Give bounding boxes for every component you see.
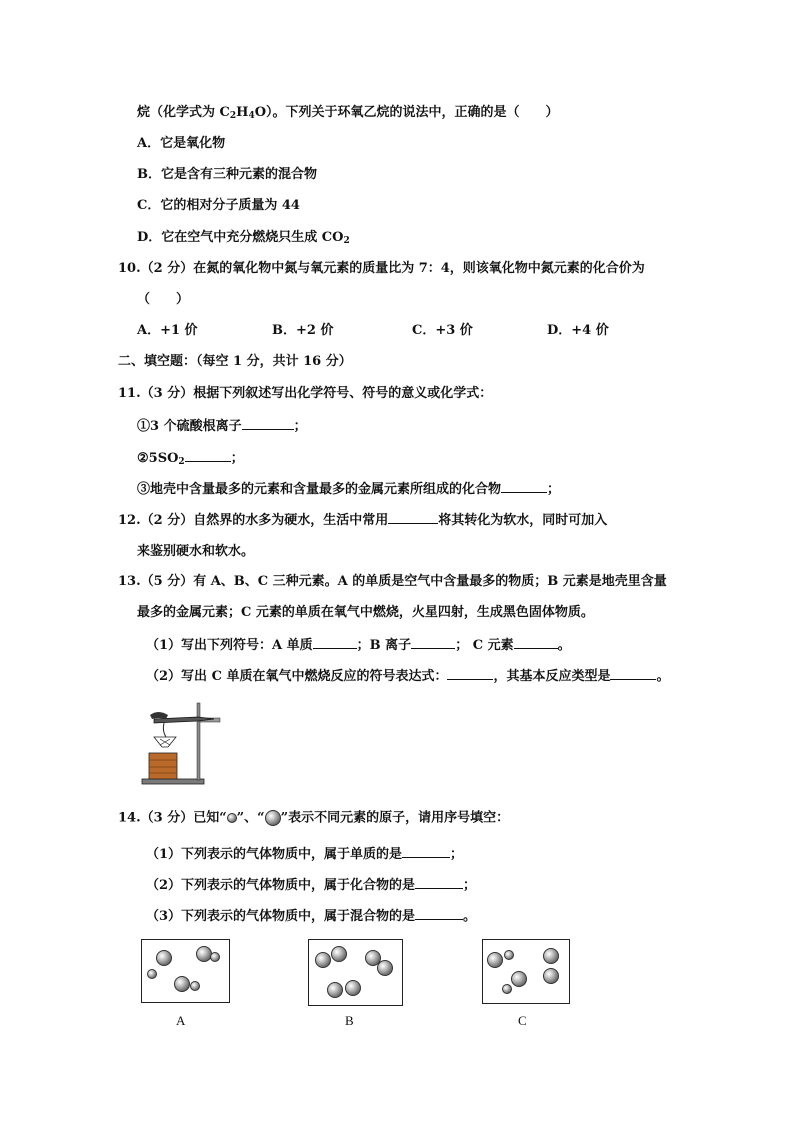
answer-blank[interactable] [610, 667, 656, 680]
large-atom-icon [265, 810, 281, 826]
q14-sub-3: （3）下列表示的气体物质中，属于混合物的是 。 [146, 909, 477, 924]
molecule-box-a [141, 939, 230, 1003]
figure-label-c: C [518, 1013, 527, 1028]
small-atom [504, 950, 514, 960]
answer-blank[interactable] [185, 449, 231, 462]
q10-option-d: D．+4 价 [547, 323, 609, 338]
answer-blank[interactable] [501, 480, 547, 493]
large-atom [174, 976, 190, 992]
answer-blank[interactable] [447, 667, 493, 680]
q10-option-b: B．+2 价 [272, 323, 334, 338]
small-atom [147, 969, 157, 979]
q11-item-3: ③地壳中含量最多的元素和含量最多的金属元素所组成的化合物 ； [137, 482, 561, 497]
q11-item-1: ①3 个硫酸根离子 ； [137, 419, 307, 434]
large-atom [315, 952, 331, 968]
q14-sub-2: （2）下列表示的气体物质中，属于化合物的是 ； [146, 878, 477, 893]
stand-base [142, 779, 204, 784]
large-atom [327, 982, 343, 998]
small-atom [210, 952, 220, 962]
q11-stem: 11.（3 分）根据下列叙述写出化学符号、符号的意义或化学式： [118, 386, 493, 401]
q9-option-b: B．它是含有三种元素的混合物 [137, 167, 317, 182]
q9-stem: 烷（化学式为 $C_2H_4O$）。下列关于环氧乙烷的说法中，正确的是（ ） [137, 105, 559, 121]
small-atom-icon [227, 813, 237, 823]
large-atom [487, 952, 503, 968]
answer-blank[interactable] [415, 876, 463, 889]
answer-blank[interactable] [313, 636, 357, 649]
answer-blank[interactable] [402, 845, 450, 858]
large-atom [511, 971, 527, 987]
q13-sub-1: （1）写出下列符号：A 单质 ；B 离子 ； C 元素 。 [146, 638, 571, 653]
q13-sub-2: （2）写出 C 单质在氧气中燃烧反应的符号表达式： ，其基本反应类型是 。 [146, 669, 670, 684]
q10-paren: （ ） [137, 292, 190, 307]
answer-blank[interactable] [514, 636, 558, 649]
large-atom [331, 946, 347, 962]
answer-blank[interactable] [411, 636, 455, 649]
tongs-tip [150, 712, 168, 719]
molecule-box-c [482, 939, 570, 1004]
q14-sub-1: （1）下列表示的气体物质中，属于单质的是 ； [146, 847, 464, 862]
large-atom [377, 960, 393, 976]
q11-item-2: $②5SO_2$ ； [137, 451, 244, 467]
q9-option-c: C．它的相对分子质量为 44 [137, 198, 300, 213]
answer-blank[interactable] [415, 907, 463, 920]
figure-label-b: B [345, 1013, 354, 1028]
q12-line-2: 来鉴别硬水和软水。 [137, 544, 255, 559]
large-atom [156, 950, 172, 966]
q9-option-a: A．它是氧化物 [137, 136, 226, 151]
large-atom [345, 980, 361, 996]
molecule-box-b [308, 939, 403, 1006]
sample-wire [163, 723, 166, 737]
q13-line-2: 最多的金属元素；C 元素的单质在氧气中燃烧，火星四射，生成黑色固体物质。 [137, 605, 594, 620]
answer-blank[interactable] [388, 511, 438, 524]
section-2-heading: 二、填空题：（每空 1 分，共计 16 分） [118, 354, 352, 369]
q14-stem: 14.（3 分）已知“ ”、“ ”表示不同元素的原子，请用序号填空： [118, 810, 510, 826]
q13-line-1: 13.（5 分）有 A、B、C 三种元素。A 的单质是空气中含量最多的物质；B 元素是地壳里含量 [118, 574, 667, 589]
small-atom [190, 981, 200, 991]
stand-rod [197, 703, 200, 780]
wooden-block [149, 753, 177, 779]
q9-option-d: D．它在空气中充分燃烧只生成 $CO_2$ [137, 230, 350, 246]
q12-line-1: 12.（2 分）自然界的水多为硬水，生活中常用 将其转化为软水，同时可加入 [118, 513, 608, 528]
large-atom [543, 948, 559, 964]
q10-stem: 10.（2 分）在氮的氧化物中氮与氧元素的质量比为 7：4，则该氧化物中氮元素的化合价为 [118, 261, 645, 276]
small-atom [502, 984, 512, 994]
q10-option-c: C．+3 价 [412, 323, 473, 338]
large-atom [543, 968, 559, 984]
figure-label-a: A [176, 1013, 186, 1028]
answer-blank[interactable] [242, 417, 294, 430]
q10-option-a: A．+1 价 [137, 323, 198, 338]
combustion-apparatus-figure [140, 695, 232, 787]
